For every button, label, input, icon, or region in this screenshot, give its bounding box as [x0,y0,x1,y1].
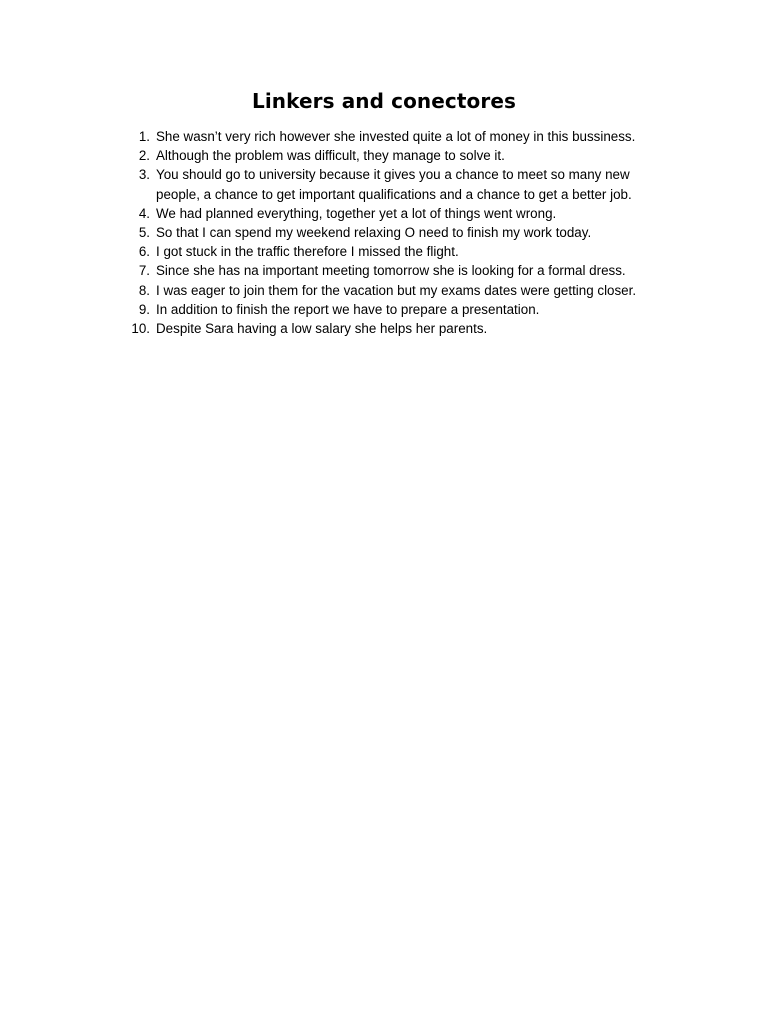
item-text: Despite Sara having a low salary she helps her parents. [156,321,488,337]
list-item [126,242,666,261]
item-text: In addition to finish the report we have to prepare a presentation. [156,301,540,317]
list-item [126,165,666,203]
item-number: 10. [131,321,150,337]
item-text: Since she has na important meeting tomorrow she is looking for a formal dress. [156,263,626,279]
item-text: So that I can spend my weekend relaxing O need to finish my work today. [156,225,592,241]
item-number: 9. [138,301,150,317]
item-number: 7. [138,263,150,279]
item-number: 2. [138,148,150,164]
item-number: 8. [138,282,150,298]
list-item [126,300,666,319]
item-number: 5. [138,225,150,241]
list-item [126,146,666,165]
list-item [126,127,666,146]
item-text: You should go to university because it gives you a chance to meet so many new people, a chance to get important qualifications and a chance to get a better job. [156,167,632,202]
list-item [126,223,666,242]
page-title: Linkers and conectores [252,89,516,113]
item-text: Although the problem was difficult, they manage to solve it. [156,148,505,164]
item-number: 3. [138,167,150,183]
list-item [126,281,666,300]
item-text: I got stuck in the traffic therefore I missed the flight. [156,244,459,260]
item-number: 6. [138,244,150,260]
item-text: She wasn’t very rich however she invested quite a lot of money in this bussiness. [156,129,636,144]
list-item [126,261,666,280]
item-text: I was eager to join them for the vacation but my exams dates were getting closer. [156,282,637,298]
item-number: 1. [138,129,150,144]
list-item [126,204,666,223]
item-number: 4. [138,205,150,221]
item-text: We had planned everything, together yet a lot of things went wrong. [156,205,557,221]
list-item [126,319,666,338]
exercise-list [126,127,666,338]
